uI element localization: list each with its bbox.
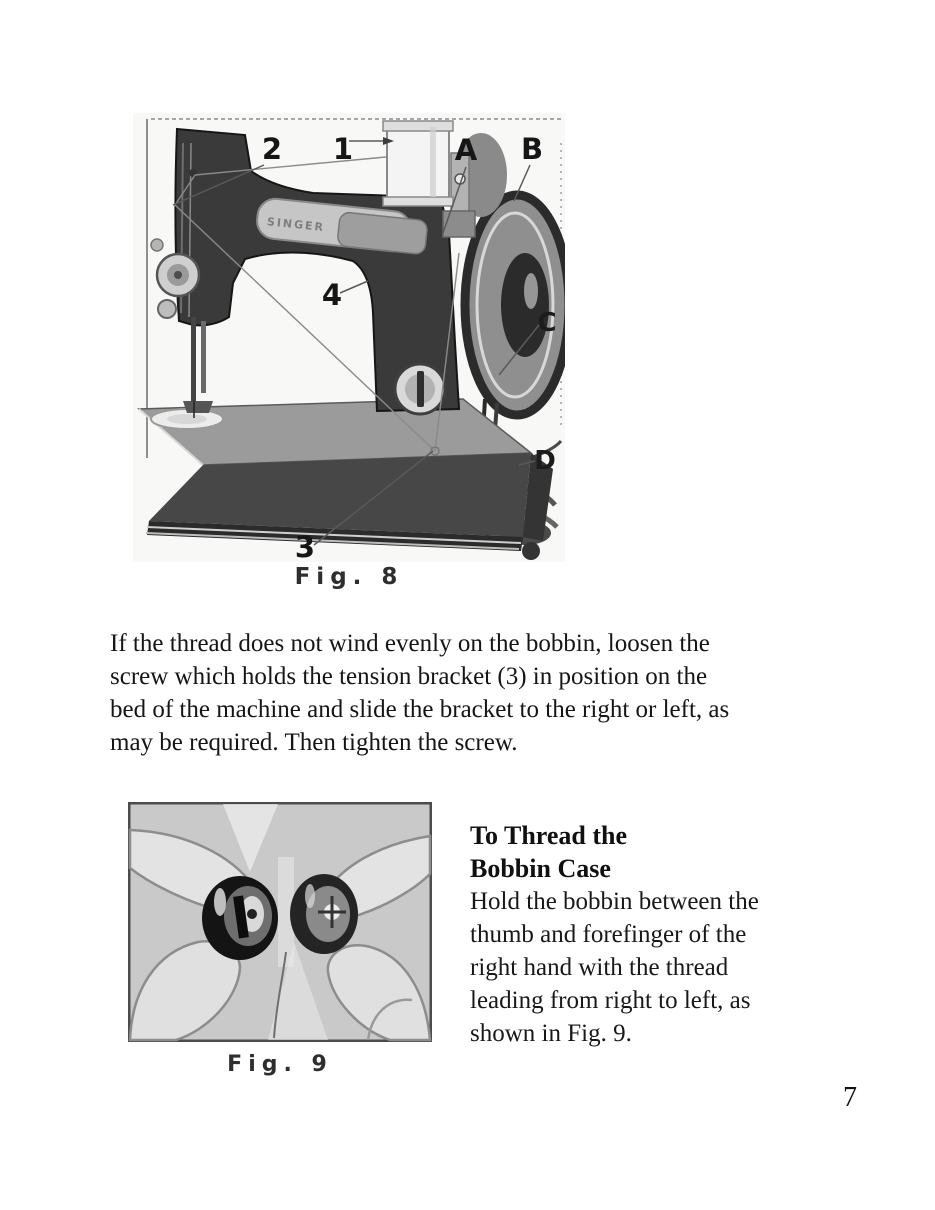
section-body-line: thumb and forefinger of the	[470, 921, 747, 948]
hand-wheel	[465, 195, 565, 415]
intro-line: may be required. Then tighten the screw.	[110, 729, 518, 756]
fig8-label-3: 3	[294, 530, 316, 562]
section-body-line: leading from right to left, as	[470, 987, 751, 1014]
fig8-label-A: A	[454, 133, 478, 167]
intro-paragraph	[110, 627, 729, 759]
thread-spool	[383, 121, 453, 206]
intro-line: If the thread does not wind evenly on the bobbin, loosen the	[110, 630, 710, 657]
section-body-line: right hand with the thread	[470, 954, 729, 981]
bobbin-case	[202, 876, 278, 960]
sewing-machine-figure	[133, 113, 565, 562]
fig8-label-C: C	[537, 308, 557, 338]
thread-bobbin-section	[470, 819, 759, 1050]
fig8-label-4: 4	[321, 278, 343, 312]
fig9-illustration	[128, 802, 432, 1042]
stitch-dial	[395, 364, 445, 414]
fig9-caption: Fig. 9	[227, 1052, 333, 1077]
intro-line: bed of the machine and slide the bracket to the right or left, as	[110, 696, 730, 723]
fig8-label-D: D	[534, 446, 556, 476]
fig8-caption: Fig. 8	[294, 564, 404, 590]
section-body-line: shown in Fig. 9.	[470, 1020, 632, 1047]
thread-guide	[189, 169, 197, 177]
bobbin-hands-figure	[128, 802, 432, 1042]
singer-logo: SINGER	[266, 215, 326, 235]
fig8-label-B: B	[520, 132, 544, 166]
fig8-label-1: 1	[332, 132, 354, 166]
fig8-illustration	[133, 113, 565, 562]
intro-line: screw which holds the tension bracket (3) in position on the	[110, 663, 708, 690]
bobbin	[290, 874, 358, 954]
page-number: 7	[843, 1082, 857, 1113]
fig8-label-2: 2	[261, 132, 283, 166]
section-body-line: Hold the bobbin between the	[470, 888, 759, 915]
section-heading-line: To Thread the	[470, 821, 628, 850]
section-heading-line: Bobbin Case	[470, 854, 611, 883]
